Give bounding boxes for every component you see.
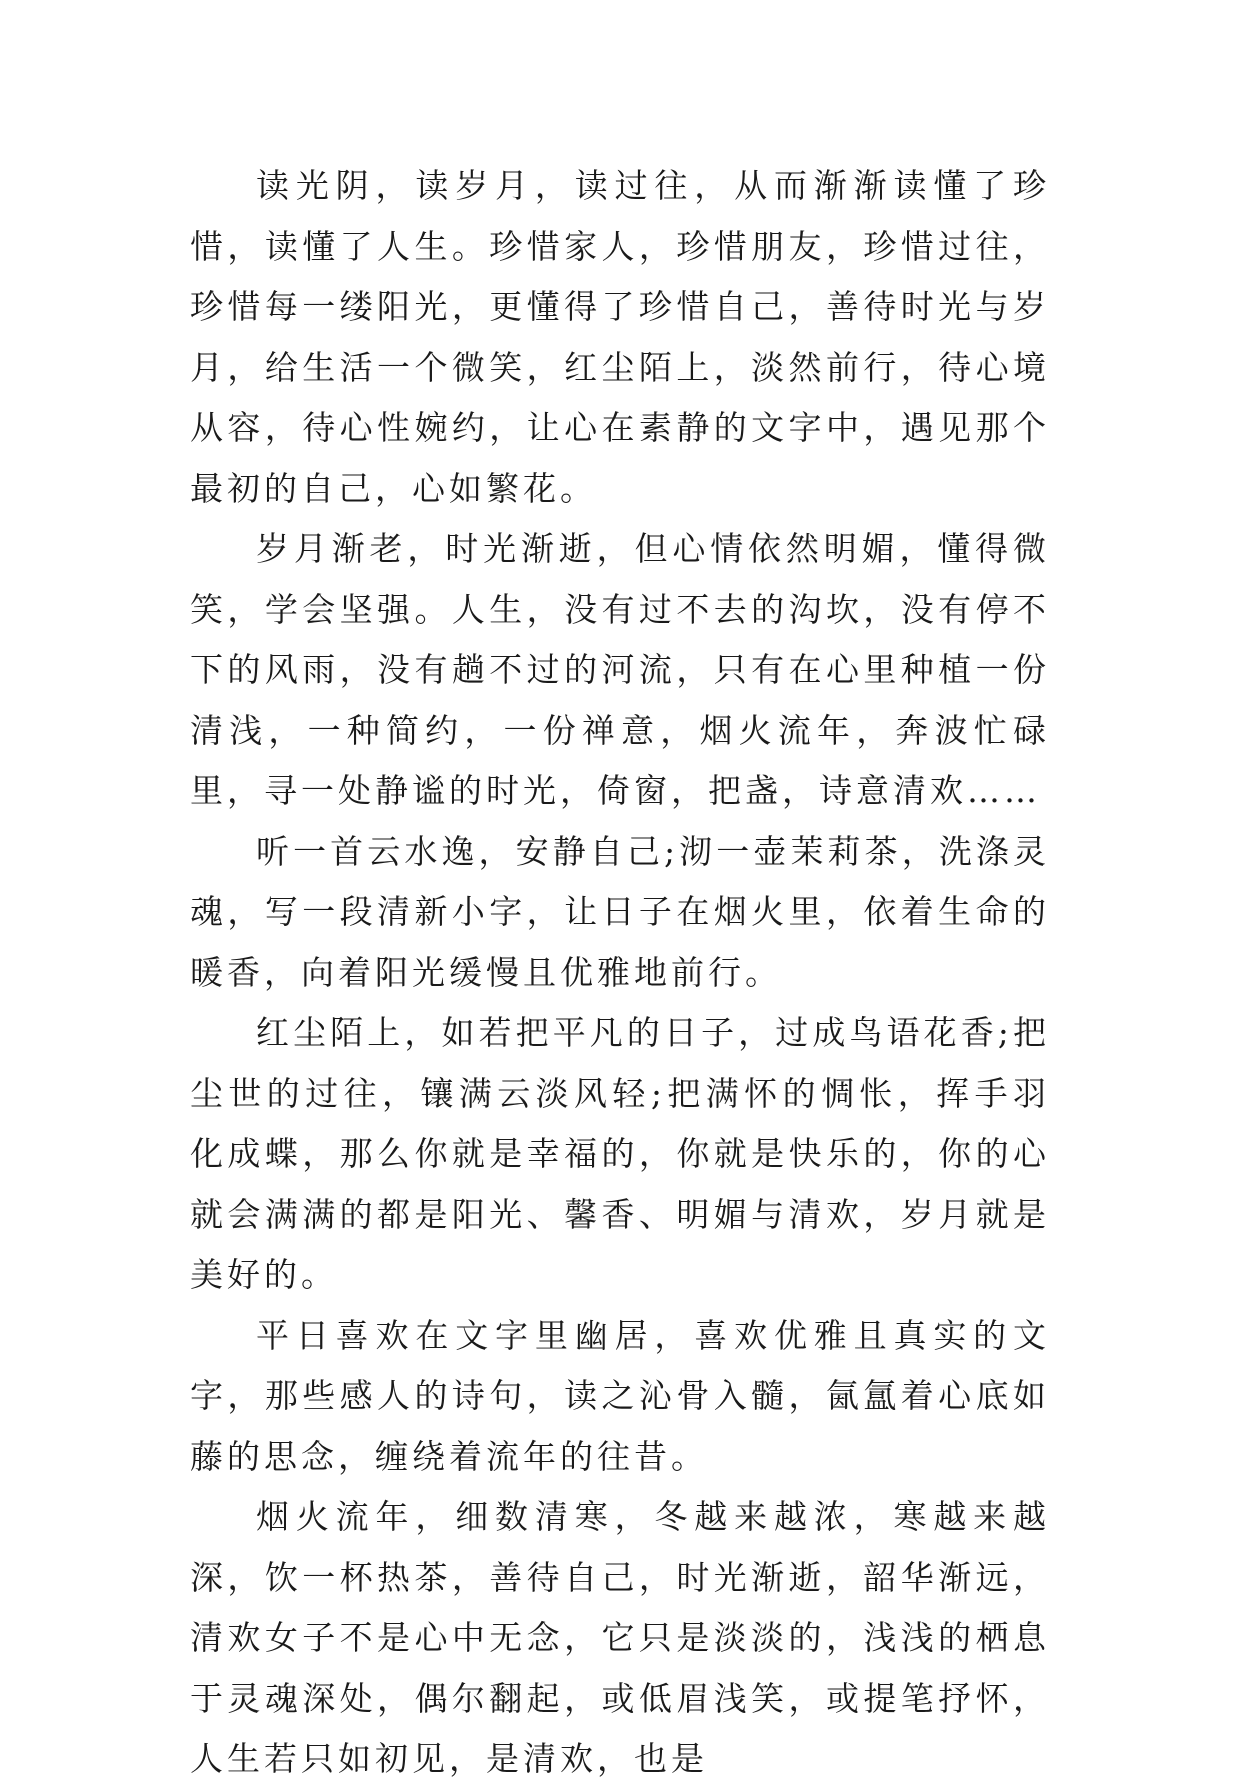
paragraph: 听一首云水逸，安静自己;沏一壶茉莉茶，洗涤灵魂，写一段清新小字，让日子在烟火里，依着生命的暖香，向着阳光缓慢且优雅地前行。	[190, 831, 1050, 992]
paragraph: 烟火流年，细数清寒，冬越来越浓，寒越来越深，饮一杯热茶，善待自己，时光渐逝，韶华渐远，清欢女子不是心中无念，它只是淡淡的，浅浅的栖息于灵魂深处，偶尔翻起，或低眉浅笑，或提笔抒怀，人生若只如初见，是清欢，也是	[190, 1497, 1050, 1778]
paragraph: 岁月渐老，时光渐逝，但心情依然明媚，懂得微笑，学会坚强。人生，没有过不去的沟坎，没有停不下的风雨，没有趟不过的河流，只有在心里种植一份清浅，一种简约，一份禅意，烟火流年，奔波忙碌里，寻一处静谧的时光，倚窗，把盏，诗意清欢……	[190, 529, 1050, 810]
paragraph: 读光阴，读岁月，读过往，从而渐渐读懂了珍惜，读懂了人生。珍惜家人，珍惜朋友，珍惜过往，珍惜每一缕阳光，更懂得了珍惜自己，善待时光与岁月，给生活一个微笑，红尘陌上，淡然前行，待心境从容，待心性婉约，让心在素静的文字中，遇见那个最初的自己，心如繁花。	[190, 166, 1050, 508]
document-body	[190, 156, 1050, 1790]
paragraph: 平日喜欢在文字里幽居，喜欢优雅且真实的文字，那些感人的诗句，读之沁骨入髓，氤氲着心底如藤的思念，缠绕着流年的往昔。	[190, 1315, 1050, 1476]
paragraph: 红尘陌上，如若把平凡的日子，过成鸟语花香;把尘世的过往，镶满云淡风轻;把满怀的惆怅，挥手羽化成蝶，那么你就是幸福的，你就是快乐的，你的心就会满满的都是阳光、馨香、明媚与清欢，岁月就是美好的。	[190, 1013, 1050, 1294]
